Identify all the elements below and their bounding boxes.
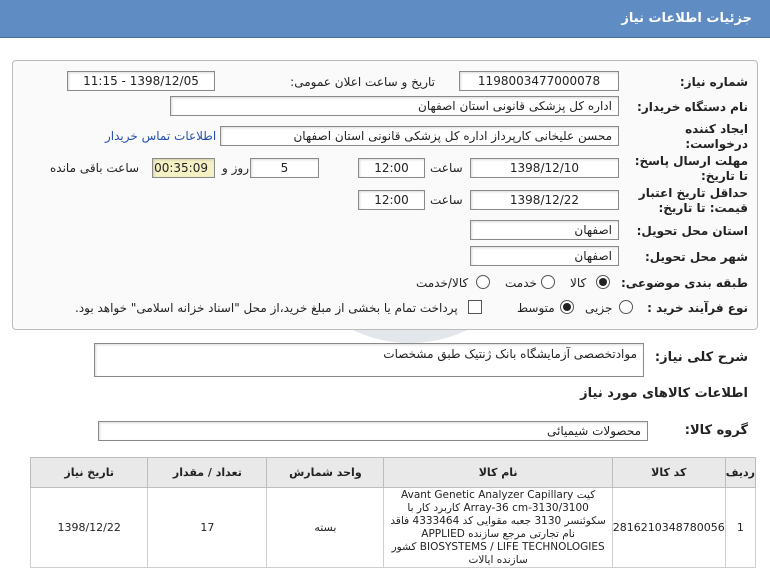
validity-label-line2: قیمت: تا تاریخ:: [658, 201, 748, 215]
province-label: استان محل تحویل:: [636, 224, 748, 238]
goods-table: [30, 457, 756, 568]
need-summary-field[interactable]: موادتخصصی آزمایشگاه بانک ژنتیک طبق مشخصات: [94, 343, 644, 377]
col-header-name: نام کالا: [384, 458, 612, 488]
deadline-date-field[interactable]: 1398/12/10: [470, 158, 619, 178]
cell-date: 1398/12/22: [31, 488, 148, 568]
process-option-medium: متوسط: [517, 301, 555, 315]
buyer-contact-link[interactable]: اطلاعات تماس خریدار: [105, 129, 217, 143]
table-row[interactable]: [31, 488, 756, 568]
cell-row-number: 1: [725, 488, 755, 568]
announce-label: تاریخ و ساعت اعلان عمومی:: [290, 75, 435, 89]
deadline-time-label: ساعت: [430, 161, 463, 175]
goods-group-label: گروه کالا:: [684, 423, 748, 438]
need-number-field[interactable]: 1198003477000078: [459, 71, 619, 91]
need-number-label: شماره نیاز:: [679, 75, 748, 89]
col-header-row-number: ردیف: [725, 458, 755, 488]
cell-qty: 17: [148, 488, 267, 568]
buyer-field[interactable]: اداره کل پزشکی قانونی استان اصفهان: [170, 96, 619, 116]
process-type-label: نوع فرآیند خرید :: [647, 301, 748, 315]
deadline-label-line2: تا تاریخ:: [700, 169, 748, 183]
creator-field[interactable]: محسن علیخانی کارپرداز اداره کل پزشکی قانونی استان اصفهان: [220, 126, 619, 146]
treasury-payment-checkbox[interactable]: [468, 300, 482, 314]
category-option-service: خدمت: [505, 276, 537, 290]
category-radio-goods[interactable]: [596, 275, 610, 289]
announce-datetime-field[interactable]: 1398/12/05 - 11:15: [67, 71, 215, 91]
col-header-qty: تعداد / مقدار: [148, 458, 267, 488]
province-field[interactable]: اصفهان: [470, 220, 619, 240]
page-header: [0, 0, 770, 38]
city-label: شهر محل تحویل:: [644, 250, 748, 264]
creator-label-line1: ایجاد کننده: [685, 122, 748, 136]
days-label: روز و: [222, 161, 249, 175]
cell-unit: بسته: [267, 488, 384, 568]
time-remaining-field[interactable]: 00:35:09: [152, 158, 215, 178]
validity-label-line1: حداقل تاریخ اعتبار: [638, 186, 748, 200]
deadline-time-field[interactable]: 12:00: [358, 158, 425, 178]
table-header-row: [31, 458, 756, 488]
validity-date-field[interactable]: 1398/12/22: [470, 190, 619, 210]
process-radio-medium[interactable]: [560, 300, 574, 314]
category-radio-service[interactable]: [541, 275, 555, 289]
time-remaining-label: ساعت باقی مانده: [50, 161, 140, 175]
creator-label-line2: درخواست:: [685, 137, 748, 151]
treasury-payment-note: پرداخت تمام یا بخشی از مبلغ خرید،از محل "اسناد خزانه اسلامی" خواهد بود.: [75, 301, 458, 315]
deadline-label-line1: مهلت ارسال پاسخ:: [634, 154, 748, 168]
page-title: جزئیات اطلاعات نیاز: [621, 11, 752, 26]
col-header-date: تاریخ نیاز: [31, 458, 148, 488]
process-option-minor: جزیی: [585, 301, 613, 315]
category-label: طبقه بندی موضوعی:: [620, 276, 748, 290]
validity-time-label: ساعت: [430, 193, 463, 207]
cell-code: 2816210348780056: [612, 488, 725, 568]
cell-name: کیت Avant Genetic Analyzer Capillary Array-36 cm-3130/3100 کاربرد کار با سکوئنسر 3130 جعبه مقوایی کد 4333464 فاقد نام تجارتی مرجع سازنده APPLIED BIOSYSTEMS / LIFE TECHNOLOGIES کشور سازنده ایالات: [384, 488, 612, 568]
category-option-goods-service: کالا/خدمت: [416, 276, 469, 290]
goods-info-title: اطلاعات کالاهای مورد نیاز: [580, 386, 748, 401]
category-radio-goods-service[interactable]: [476, 275, 490, 289]
col-header-unit: واحد شمارش: [267, 458, 384, 488]
process-radio-minor[interactable]: [619, 300, 633, 314]
need-summary-label: شرح کلی نیاز:: [654, 350, 748, 365]
goods-group-field[interactable]: محصولات شیمیائی: [98, 421, 648, 441]
col-header-code: کد کالا: [612, 458, 725, 488]
days-remaining-field[interactable]: 5: [250, 158, 319, 178]
validity-time-field[interactable]: 12:00: [358, 190, 425, 210]
buyer-label: نام دستگاه خریدار:: [637, 100, 748, 114]
city-field[interactable]: اصفهان: [470, 246, 619, 266]
category-option-goods: کالا: [570, 276, 587, 290]
